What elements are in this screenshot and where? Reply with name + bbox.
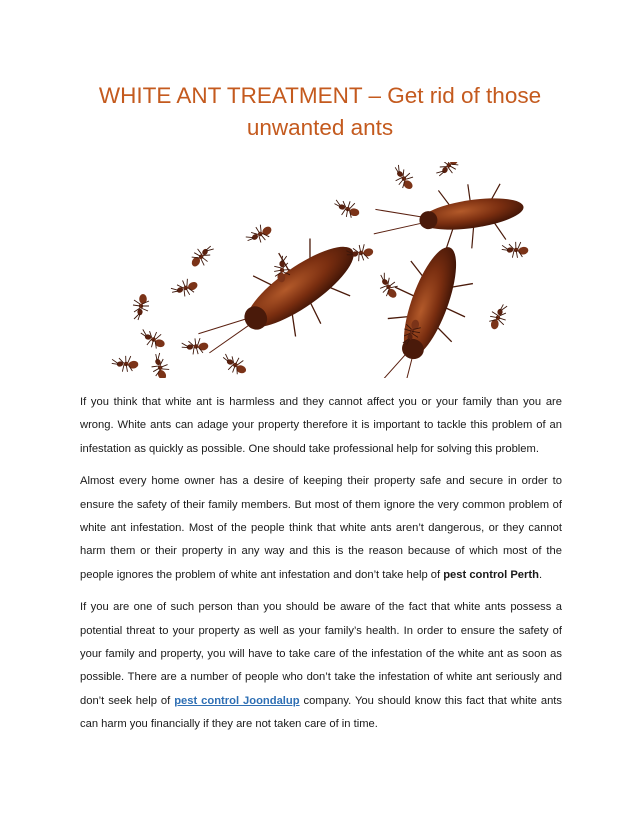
pest-control-joondalup-link[interactable]: pest control Joondalup	[174, 694, 300, 707]
page-title	[70, 80, 570, 144]
paragraph-1: If you think that white ant is harmless and they cannot affect you or your family than you are wrong. White ants can adage your property therefore it is important to tackle this problem of an infestation as quickly as possible. One should take professional help for solving this problem.	[80, 396, 562, 455]
article-body	[80, 391, 562, 746]
cockroach-2	[185, 218, 376, 378]
bold-keyword-pest-control-perth: pest control Perth	[443, 568, 539, 581]
paragraph-3: If you are one of such person than you should be aware of the fact that white ants possess a potential threat to your property as well as your family’s health. In order to ensure the safety of your family and property, you will have to take care of the infestation of the white ant as soon as possible. There are a number of people who don’t take the infestation of white ant seriously and don’t seek help of pest control Joondalup company. You should know this fact that white ants can harm you financially if they are not taken care of in time.	[80, 601, 562, 731]
ants-and-cockroaches-image	[110, 162, 540, 378]
cockroach-3	[361, 235, 485, 378]
title-line-1: WHITE ANT TREATMENT – Get rid of those	[98, 83, 542, 108]
title-line-2: unwanted ants	[246, 115, 394, 140]
paragraph-2: Almost every home owner has a desire of keeping their property safe and secure in order to ensure the safety of their family members. But most of them ignore the very common problem of white ant infestation. Most of the people think that white ants aren’t dangerous, or they cannot harm them or their property in any way and this is the reason because of which most of the people ignores the problem of white ant infestation and don’t take help of pest control Perth.	[80, 475, 562, 581]
